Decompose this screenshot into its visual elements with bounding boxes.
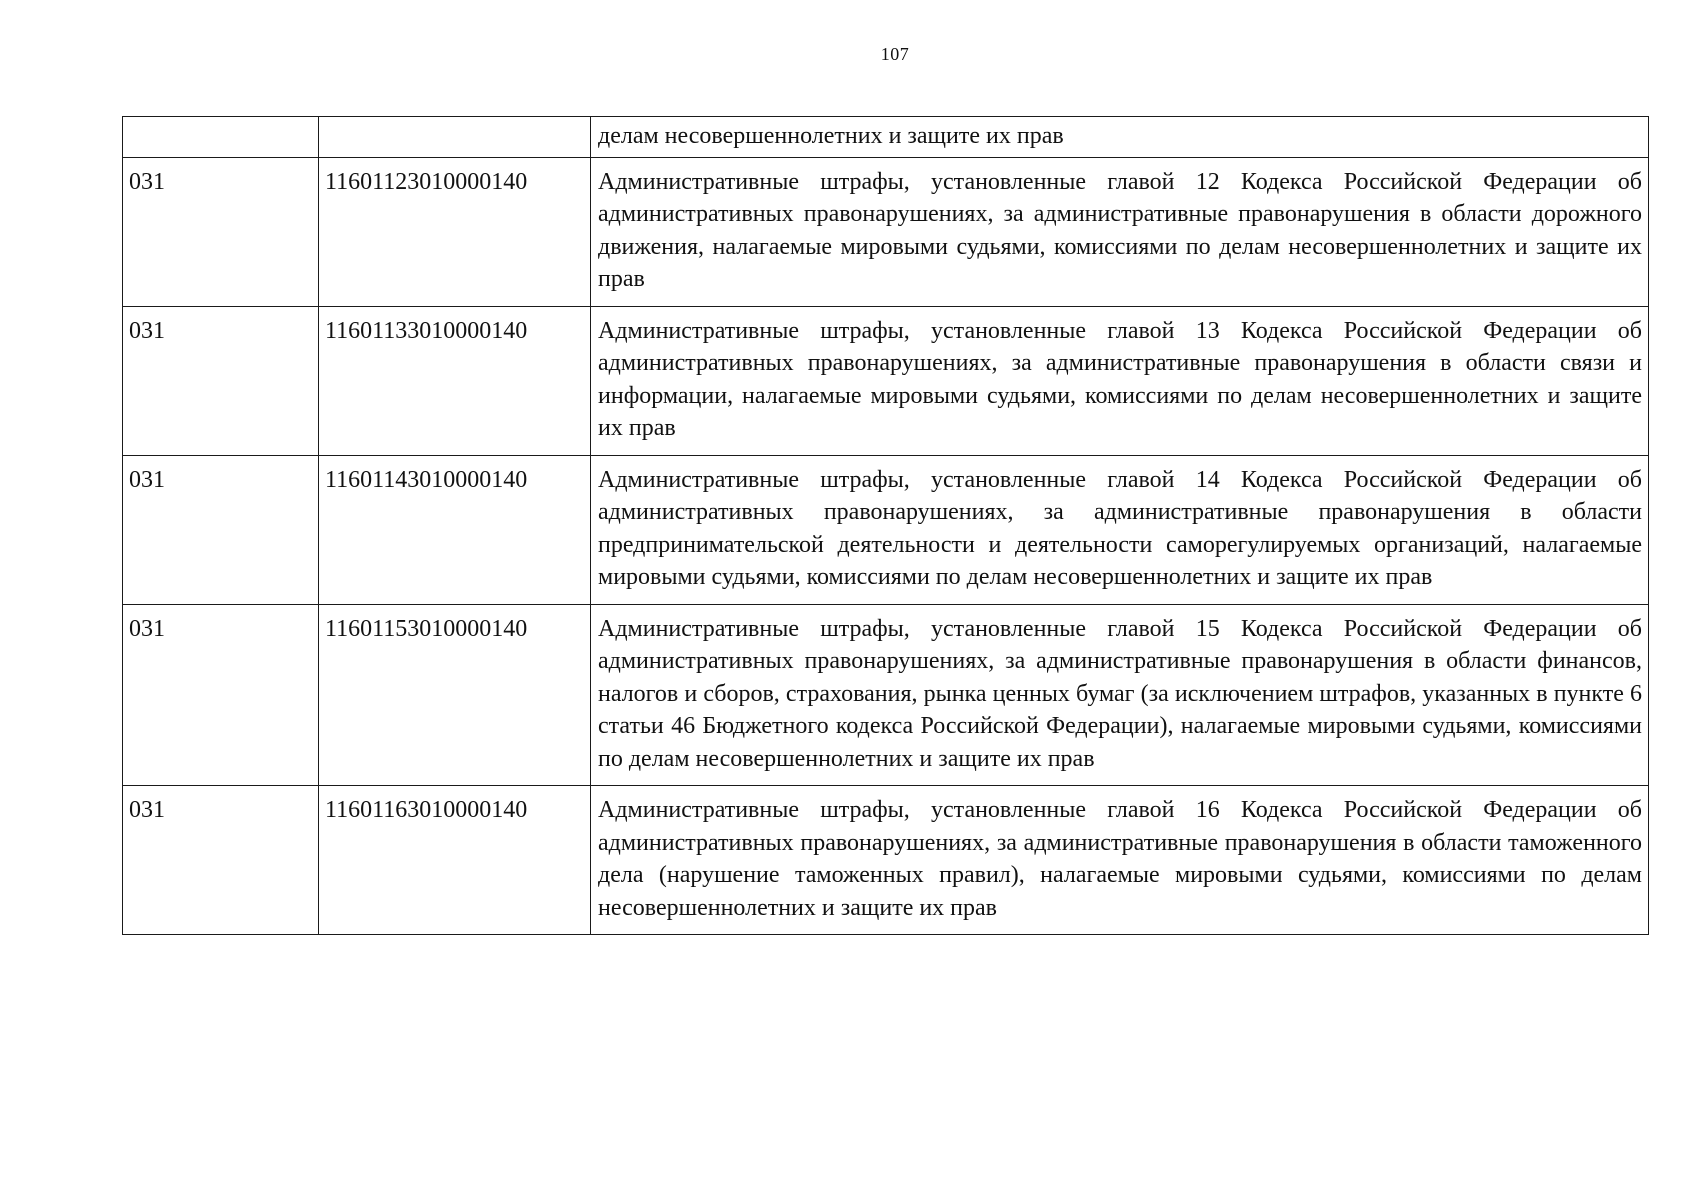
description-cell: делам несовершеннолетних и защите их прав [591,117,1649,158]
table-row [123,157,1649,306]
kbk-code-cell: 11601133010000140 [319,306,591,455]
admin-code-cell: 031 [123,306,319,455]
table-row-continuation [123,117,1649,158]
admin-code-cell: 031 [123,455,319,604]
kbk-code-cell: 11601163010000140 [319,786,591,935]
description-cell: Административные штрафы, установленные главой 16 Кодекса Российской Федерации об административных правонарушениях, за административные правонарушения в области таможенного дела (нарушение таможенных правил), налагаемые мировыми судьями, комиссиями по делам несовершеннолетних и защите их прав [591,786,1649,935]
description-cell: Административные штрафы, установленные главой 13 Кодекса Российской Федерации об административных правонарушениях, за административные правонарушения в области связи и информации, налагаемые мировыми судьями, комиссиями по делам несовершеннолетних и защите их прав [591,306,1649,455]
description-cell: Административные штрафы, установленные главой 12 Кодекса Российской Федерации об административных правонарушениях, за административные правонарушения в области дорожного движения, налагаемые мировыми судьями, комиссиями по делам несовершеннолетних и защите их прав [591,157,1649,306]
table-row [123,604,1649,786]
admin-code-cell [123,117,319,158]
table-row [123,786,1649,935]
kbk-code-cell: 11601143010000140 [319,455,591,604]
kbk-code-cell: 11601123010000140 [319,157,591,306]
admin-code-cell: 031 [123,157,319,306]
description-cell: Административные штрафы, установленные главой 14 Кодекса Российской Федерации об административных правонарушениях, за административные правонарушения в области предпринимательской деятельности и деятельности саморегулируемых организаций, налагаемые мировыми судьями, комиссиями по делам несовершеннолетних и защите их прав [591,455,1649,604]
kbk-code-cell: 11601153010000140 [319,604,591,786]
budget-codes-table [122,116,1649,935]
table-row [123,306,1649,455]
admin-code-cell: 031 [123,786,319,935]
admin-code-cell: 031 [123,604,319,786]
kbk-code-cell [319,117,591,158]
description-cell: Административные штрафы, установленные главой 15 Кодекса Российской Федерации об административных правонарушениях, за административные правонарушения в области финансов, налогов и сборов, страхования, рынка ценных бумаг (за исключением штрафов, указанных в пункте 6 статьи 46 Бюджетного кодекса Российской Федерации), налагаемые мировыми судьями, комиссиями по делам несовершеннолетних и защите их прав [591,604,1649,786]
table-row [123,455,1649,604]
page-number: 107 [880,44,910,64]
